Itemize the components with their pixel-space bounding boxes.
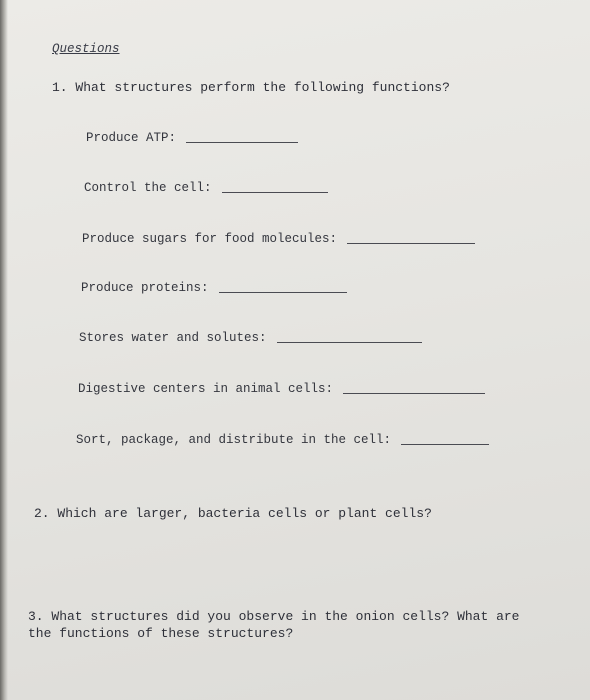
answer-label: Stores water and solutes: xyxy=(79,331,267,345)
answer-blank[interactable] xyxy=(219,291,347,293)
answer-blank[interactable] xyxy=(222,191,328,193)
answer-row-produce-sugars xyxy=(82,232,475,246)
answer-row-produce-proteins xyxy=(81,281,347,295)
page-binding-edge xyxy=(0,0,8,700)
question-3-line-2: the functions of these structures? xyxy=(28,626,294,641)
answer-blank[interactable] xyxy=(401,443,489,445)
answer-label: Produce sugars for food molecules: xyxy=(82,232,338,246)
answer-label: Digestive centers in animal cells: xyxy=(78,382,334,396)
answer-row-stores-water xyxy=(79,331,422,345)
answer-row-control-cell xyxy=(84,181,328,195)
question-1-prompt: 1. What structures perform the following functions? xyxy=(52,80,450,95)
answer-blank[interactable] xyxy=(347,242,475,244)
answer-label: Produce proteins: xyxy=(81,281,209,295)
answer-label: Control the cell: xyxy=(84,181,212,195)
section-heading: Questions xyxy=(52,42,120,56)
answer-blank[interactable] xyxy=(186,141,298,143)
answer-row-sort-package xyxy=(76,433,489,447)
answer-row-digestive-centers xyxy=(78,382,485,396)
answer-blank[interactable] xyxy=(343,392,485,394)
question-2-prompt: 2. Which are larger, bacteria cells or plant cells? xyxy=(34,506,432,521)
answer-row-produce-atp xyxy=(86,131,298,145)
answer-label: Produce ATP: xyxy=(86,131,177,145)
question-3-line-1: 3. What structures did you observe in the onion cells? What are xyxy=(28,609,520,624)
question-3-prompt xyxy=(28,608,548,642)
answer-blank[interactable] xyxy=(277,341,422,343)
answer-label: Sort, package, and distribute in the cell: xyxy=(76,433,392,447)
